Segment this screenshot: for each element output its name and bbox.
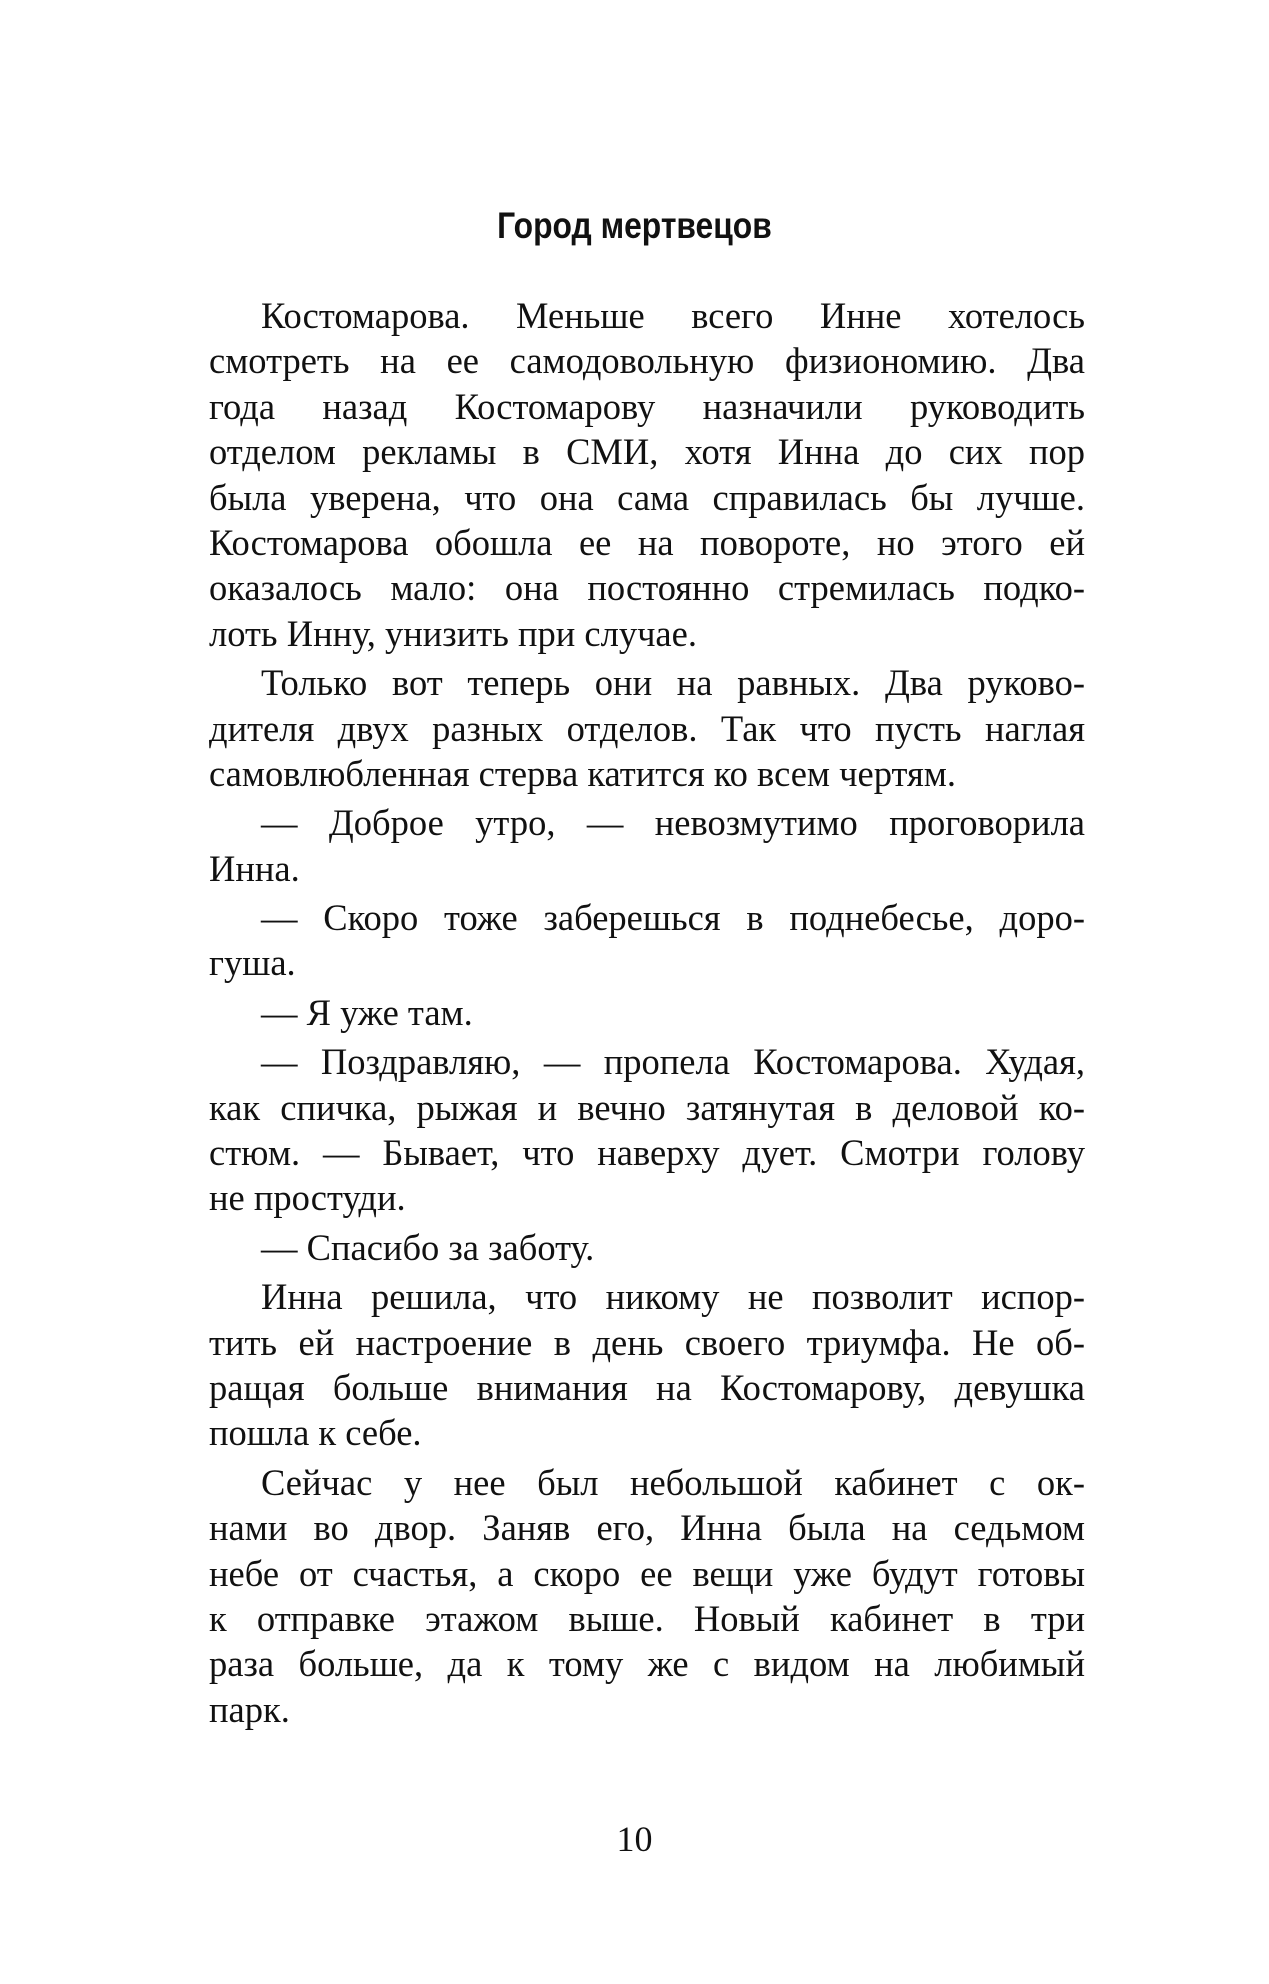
text-line: — Скоро тоже заберешься в поднебесье, доро- (261, 897, 1085, 939)
text-line: была уверена, что она сама справилась бы лучше. (209, 476, 1085, 518)
page-number: 10 (616, 1819, 653, 1859)
text-line: смотреть на ее самодовольную физиономию. Два (209, 340, 1085, 382)
text-line: Только вот теперь они на равных. Два руково- (261, 662, 1085, 704)
text-line: гуша. (209, 942, 296, 984)
text-line: — Поздравляю, — пропела Костомарова. Худая, (261, 1041, 1085, 1083)
paragraph (209, 1274, 1085, 1456)
text-line: Сейчас у нее был небольшой кабинет с ок- (261, 1461, 1085, 1503)
text-line: самовлюбленная стерва катится ко всем чертям. (209, 752, 956, 794)
text-line: не простуди. (209, 1177, 406, 1219)
paragraph (209, 1225, 1085, 1270)
text-line: — Спасибо за заботу. (261, 1226, 595, 1268)
paragraph (209, 895, 1085, 986)
body-text (209, 293, 1085, 1736)
text-line: раза больше, да к тому же с видом на любимый (209, 1643, 1085, 1685)
text-line: лоть Инну, унизить при случае. (209, 612, 697, 654)
text-line: к отправке этажом выше. Новый кабинет в три (209, 1597, 1085, 1639)
text-line: стюм. — Бывает, что наверху дует. Смотри голову (209, 1132, 1085, 1174)
text-line: — Я уже там. (261, 991, 473, 1033)
text-line: Костомарова обошла ее на повороте, но этого ей (209, 521, 1085, 563)
text-line: отделом рекламы в СМИ, хотя Инна до сих пор (209, 431, 1085, 473)
text-line: оказалось мало: она постоянно стремилась подко- (209, 567, 1085, 609)
text-line: тить ей настроение в день своего триумфа. Не об- (209, 1321, 1085, 1363)
text-line: нами во двор. Заняв его, Инна была на седьмом (209, 1507, 1085, 1549)
paragraph (209, 1039, 1085, 1221)
text-line: года назад Костомарову назначили руководить (209, 385, 1085, 427)
text-line: небе от счастья, а скоро ее вещи уже будут готовы (209, 1552, 1085, 1594)
text-line: ращая больше внимания на Костомарову, девушка (209, 1366, 1085, 1408)
paragraph (209, 660, 1085, 796)
text-line: — Доброе утро, — невозмутимо проговорила (261, 802, 1085, 844)
text-line: Инна. (209, 847, 300, 889)
text-line: дителя двух разных отделов. Так что пусть наглая (209, 707, 1085, 749)
text-line: парк. (209, 1688, 290, 1730)
paragraph (209, 1460, 1085, 1732)
paragraph (209, 293, 1085, 656)
text-line: как спичка, рыжая и вечно затянутая в деловой ко- (209, 1086, 1085, 1128)
text-line: пошла к себе. (209, 1412, 422, 1454)
text-line: Инна решила, что никому не позволит испор- (261, 1276, 1085, 1318)
paragraph (209, 990, 1085, 1035)
running-title: Город мертвецов (497, 205, 772, 246)
text-line: Костомарова. Меньше всего Инне хотелось (261, 295, 1085, 336)
paragraph (209, 800, 1085, 891)
